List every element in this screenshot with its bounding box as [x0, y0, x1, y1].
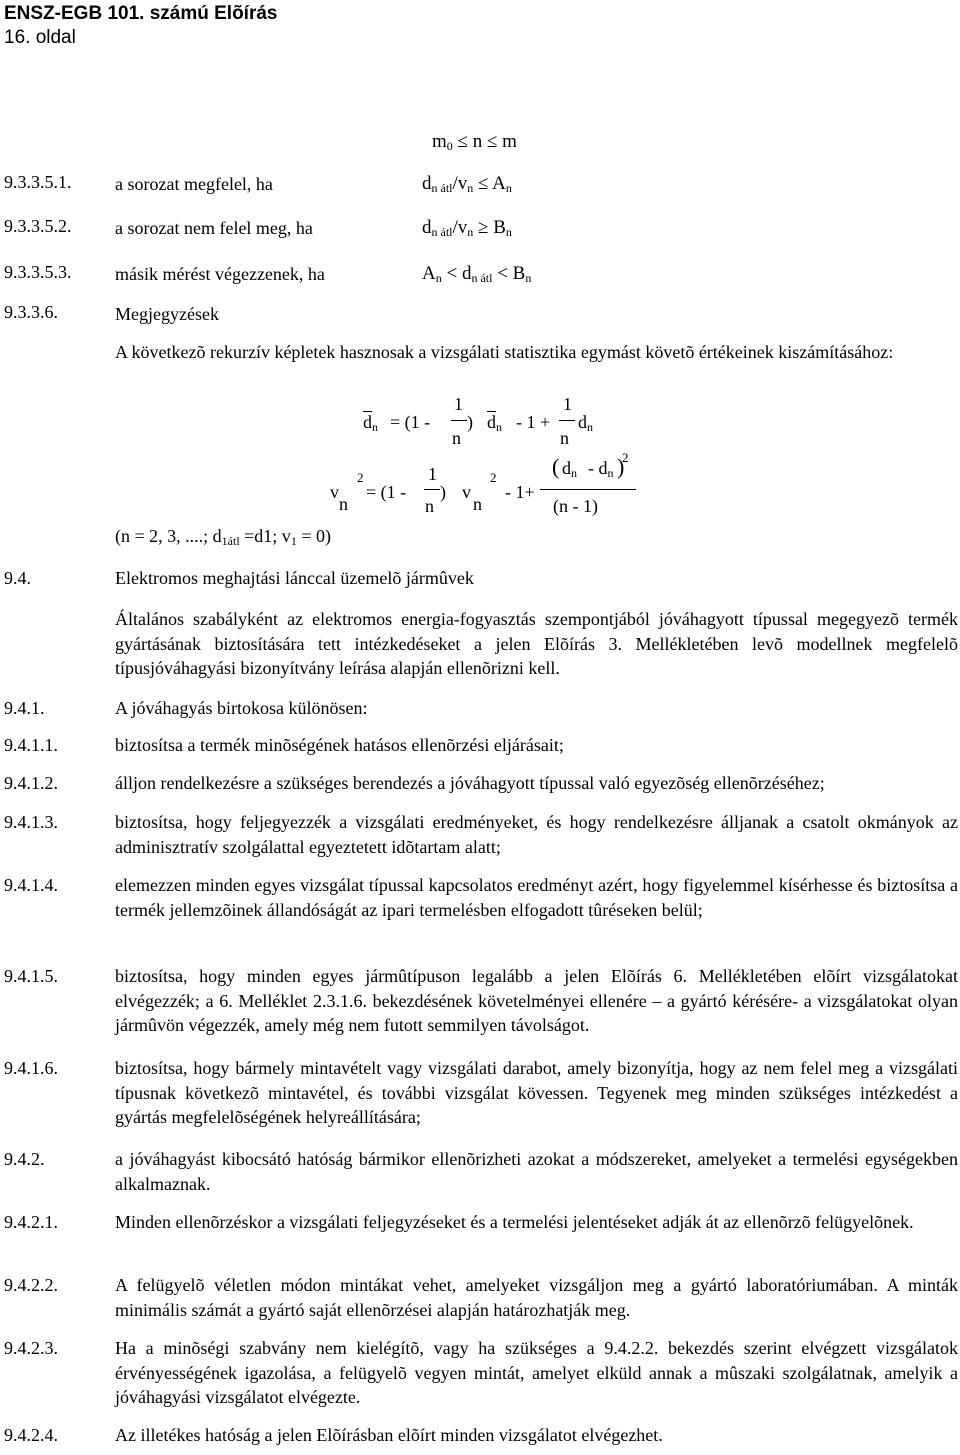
item-number: 9.3.3.6.: [4, 302, 58, 322]
section-title: Elektromos meghajtási lánccal üzemelõ jármûvek: [115, 568, 474, 588]
para-text: Az illetékes hatóság a jelen Elõírásban elõírt minden vizsgálatot elvégezhet.: [115, 1425, 663, 1445]
para-number: 9.4.1.6.: [4, 1058, 58, 1078]
para-number: 9.4.2.3.: [4, 1338, 58, 1358]
para-number: 9.4.2.: [4, 1149, 45, 1169]
item-number: 9.3.3.5.2.: [4, 216, 72, 236]
item-number: 9.3.3.5.1.: [4, 172, 72, 192]
section-heading: Megjegyzések: [115, 304, 219, 324]
para-number: 9.4.1.3.: [4, 812, 58, 832]
section-number: 9.4.: [4, 568, 31, 588]
page-number: 16. oldal: [4, 27, 76, 48]
para-number: 9.4.1.5.: [4, 966, 58, 986]
document-title: ENSZ-EGB 101. számú Elõírás: [4, 3, 278, 24]
para-number: 9.4.1.: [4, 698, 45, 718]
para-text: biztosítsa, hogy bármely mintavételt vagy vizsgálati darabot, amely bizonyítja, hogy az nem felel meg a vizsgálati típusnak következõ mintavétel, és további vizsgálat kövessen. Tegyenek meg minden szükséges intézkedést a gyártás megfelelõségének helyreállítására;: [115, 1058, 958, 1127]
para-text: biztosítsa, hogy minden egyes jármûtípuson legalább a jelen Elõírás 6. Mellékletében elõírt vizsgálatokat elvégezzék; a 6. Melléklet 2.3.1.6. bekezdésének követelményei ellenére – a gyártó kérésére- a vizsgálatokat olyan jármûvön végezzék, amely még nem futott semmilyen távolságot.: [115, 966, 958, 1035]
item-number: 9.3.3.5.3.: [4, 262, 72, 282]
para-text: Minden ellenõrzéskor a vizsgálati feljegyzéseket és a termelési jelentéseket adják át az ellenõrzõ felügyelõnek.: [115, 1212, 914, 1232]
para-text: A jóváhagyás birtokosa különösen:: [115, 698, 368, 718]
note-paragraph: A következõ rekurzív képletek hasznosak a vizsgálati statisztika egymást követõ értékeinek kiszámításához:: [115, 342, 894, 362]
page-header: [4, 2, 278, 50]
para-number: 9.4.2.2.: [4, 1275, 58, 1295]
para-number: 9.4.1.2.: [4, 773, 58, 793]
para-number: 9.4.1.4.: [4, 875, 58, 895]
para-text: biztosítsa a termék minõségének hatásos ellenõrzési eljárásait;: [115, 735, 564, 755]
item-text: a sorozat megfelel, ha: [115, 174, 273, 194]
para-text: álljon rendelkezésre a szükséges berendezés a jóváhagyott típussal való egyezõség ellenõrzéséhez;: [115, 773, 825, 793]
condition-formula: $d_{n átl}/v_n \ge B_n$: [422, 217, 512, 239]
range-condition: $m_0 \le n \le m$: [432, 131, 517, 153]
item-text: a sorozat nem felel meg, ha: [115, 218, 313, 238]
para-number: 9.4.2.1.: [4, 1212, 58, 1232]
initial-values: (n = 2, 3, ....; $d_{1átl} =d1$; $v_1 = 0$): [115, 526, 331, 548]
condition-formula: $A_n < d_{n átl} < B_n$: [422, 263, 532, 285]
para-number: 9.4.2.4.: [4, 1425, 58, 1445]
item-text: másik mérést végezzenek, ha: [115, 264, 325, 284]
general-paragraph: Általános szabályként az elektromos energia-fogyasztás szempontjából jóváhagyott típussal megegyezõ termék gyártásának biztosítására tett intézkedéseket a jelen Elõírás 3. Mellékletében levõ modellnek megfelelõ típusjóváhagyási bizonyítvány leírása alapján ellenõrizni kell.: [115, 609, 958, 678]
condition-formula: $d_{n átl}/v_n \le A_n$: [422, 173, 512, 195]
para-text: A felügyelõ véletlen módon mintákat vehet, amelyeket vizsgáljon meg a gyártó laboratóriumában. A minták minimális számát a gyártó saját ellenõrzései alapján határozhatják meg.: [115, 1275, 958, 1320]
para-text: biztosítsa, hogy feljegyezzék a vizsgálati eredményeket, és hogy rendelkezésre álljanak a csatolt okmányok az adminisztratív szolgálattal egyeztetett idõtartam alatt;: [115, 812, 958, 857]
para-number: 9.4.1.1.: [4, 735, 58, 755]
para-text: elemezzen minden egyes vizsgálat típussal kapcsolatos eredményt azért, hogy figyelemmel kísérhesse és biztosítsa a termék jellemzõinek állandóságát az ipari termelésben elfogadott tûréseken belül;: [115, 875, 958, 920]
para-text: Ha a minõségi szabvány nem kielégítõ, vagy ha szükséges a 9.4.2.2. bekezdés szerint elvégzett vizsgálatok érvényességének igazolása, a felügyelõ vegyen mintát, amelyet elküld annak a mûszaki szolgálatnak, amelyik a jóváhagyási vizsgálatot elvégezte.: [115, 1338, 958, 1407]
para-text: a jóváhagyást kibocsátó hatóság bármikor ellenõrizheti azokat a módszereket, amelyeket a termelési egységekben alkalmaznak.: [115, 1149, 958, 1194]
